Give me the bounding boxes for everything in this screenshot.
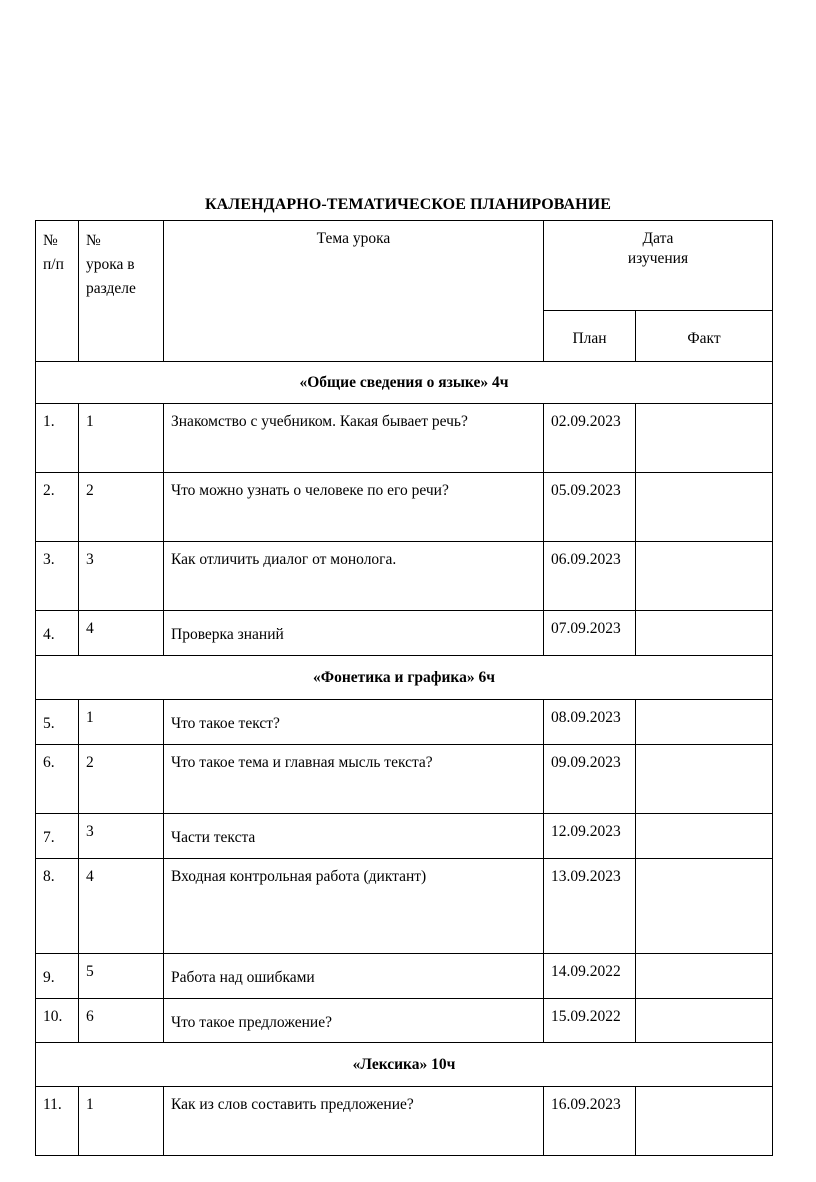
section-title: «Фонетика и графика» 6ч [36, 656, 773, 700]
row-plan-date: 14.09.2022 [544, 954, 636, 999]
row-num: 2. [36, 473, 79, 542]
row-plan-date: 05.09.2023 [544, 473, 636, 542]
header-plan: План [544, 311, 636, 362]
table-row [36, 404, 773, 473]
row-plan-date: 15.09.2022 [544, 999, 636, 1043]
row-num: 6. [36, 745, 79, 814]
row-topic: Как из слов составить предложение? [164, 1087, 544, 1156]
row-plan-date: 09.09.2023 [544, 745, 636, 814]
row-num: 7. [36, 814, 79, 859]
row-plan-date: 13.09.2023 [544, 859, 636, 954]
header-section-num-line2: урока в [86, 256, 135, 273]
row-fact-date [636, 999, 773, 1043]
row-section-num: 2 [79, 473, 164, 542]
row-num: 1. [36, 404, 79, 473]
header-num [36, 221, 79, 362]
header-topic: Тема урока [164, 221, 544, 362]
table-row [36, 814, 773, 859]
planning-table [35, 220, 773, 1156]
row-fact-date [636, 700, 773, 745]
header-date-line2: изучения [627, 250, 689, 267]
row-plan-date: 06.09.2023 [544, 542, 636, 611]
header-section-num-line3: разделе [86, 280, 136, 297]
row-fact-date [636, 1087, 773, 1156]
header-num-line1: № [43, 232, 58, 249]
row-section-num: 3 [79, 814, 164, 859]
row-num: 4. [36, 611, 79, 656]
row-topic: Знакомство с учебником. Какая бывает речь? [164, 404, 544, 473]
header-date [544, 221, 773, 311]
header-section-num [79, 221, 164, 362]
table-row [36, 954, 773, 999]
table-row [36, 859, 773, 954]
header-num-line2: п/п [43, 256, 64, 273]
row-section-num: 5 [79, 954, 164, 999]
header-date-line1: Дата [642, 230, 674, 247]
row-num: 11. [36, 1087, 79, 1156]
row-plan-date: 02.09.2023 [544, 404, 636, 473]
row-topic: Что такое предложение? [164, 999, 544, 1043]
row-topic: Что такое текст? [164, 700, 544, 745]
section-title: «Лексика» 10ч [36, 1043, 773, 1087]
section-row [36, 1043, 773, 1087]
row-topic: Что можно узнать о человеке по его речи? [164, 473, 544, 542]
row-num: 8. [36, 859, 79, 954]
row-fact-date [636, 814, 773, 859]
row-fact-date [636, 404, 773, 473]
row-fact-date [636, 611, 773, 656]
header-section-num-line1: № [86, 232, 101, 249]
row-fact-date [636, 473, 773, 542]
row-num: 3. [36, 542, 79, 611]
row-fact-date [636, 542, 773, 611]
page-title: КАЛЕНДАРНО-ТЕМАТИЧЕСКОЕ ПЛАНИРОВАНИЕ [204, 196, 612, 213]
row-section-num: 4 [79, 859, 164, 954]
table-row [36, 999, 773, 1043]
section-title: «Общие сведения о языке» 4ч [36, 362, 773, 404]
row-topic: Проверка знаний [164, 611, 544, 656]
row-section-num: 1 [79, 1087, 164, 1156]
row-plan-date: 08.09.2023 [544, 700, 636, 745]
row-section-num: 6 [79, 999, 164, 1043]
table-row [36, 542, 773, 611]
row-section-num: 3 [79, 542, 164, 611]
row-num: 5. [36, 700, 79, 745]
row-section-num: 4 [79, 611, 164, 656]
row-topic: Работа над ошибками [164, 954, 544, 999]
section-row [36, 656, 773, 700]
row-section-num: 1 [79, 404, 164, 473]
table-row [36, 700, 773, 745]
row-topic: Входная контрольная работа (диктант) [164, 859, 544, 954]
table-row [36, 611, 773, 656]
row-num: 9. [36, 954, 79, 999]
row-topic: Как отличить диалог от монолога. [164, 542, 544, 611]
row-section-num: 1 [79, 700, 164, 745]
row-fact-date [636, 745, 773, 814]
table-row [36, 473, 773, 542]
header-row [36, 221, 773, 311]
row-topic: Части текста [164, 814, 544, 859]
header-fact: Факт [636, 311, 773, 362]
row-topic: Что такое тема и главная мысль текста? [164, 745, 544, 814]
section-row [36, 362, 773, 404]
table-row [36, 745, 773, 814]
row-plan-date: 12.09.2023 [544, 814, 636, 859]
row-fact-date [636, 954, 773, 999]
row-plan-date: 07.09.2023 [544, 611, 636, 656]
row-fact-date [636, 859, 773, 954]
row-num: 10. [36, 999, 79, 1043]
row-section-num: 2 [79, 745, 164, 814]
table-row [36, 1087, 773, 1156]
row-plan-date: 16.09.2023 [544, 1087, 636, 1156]
